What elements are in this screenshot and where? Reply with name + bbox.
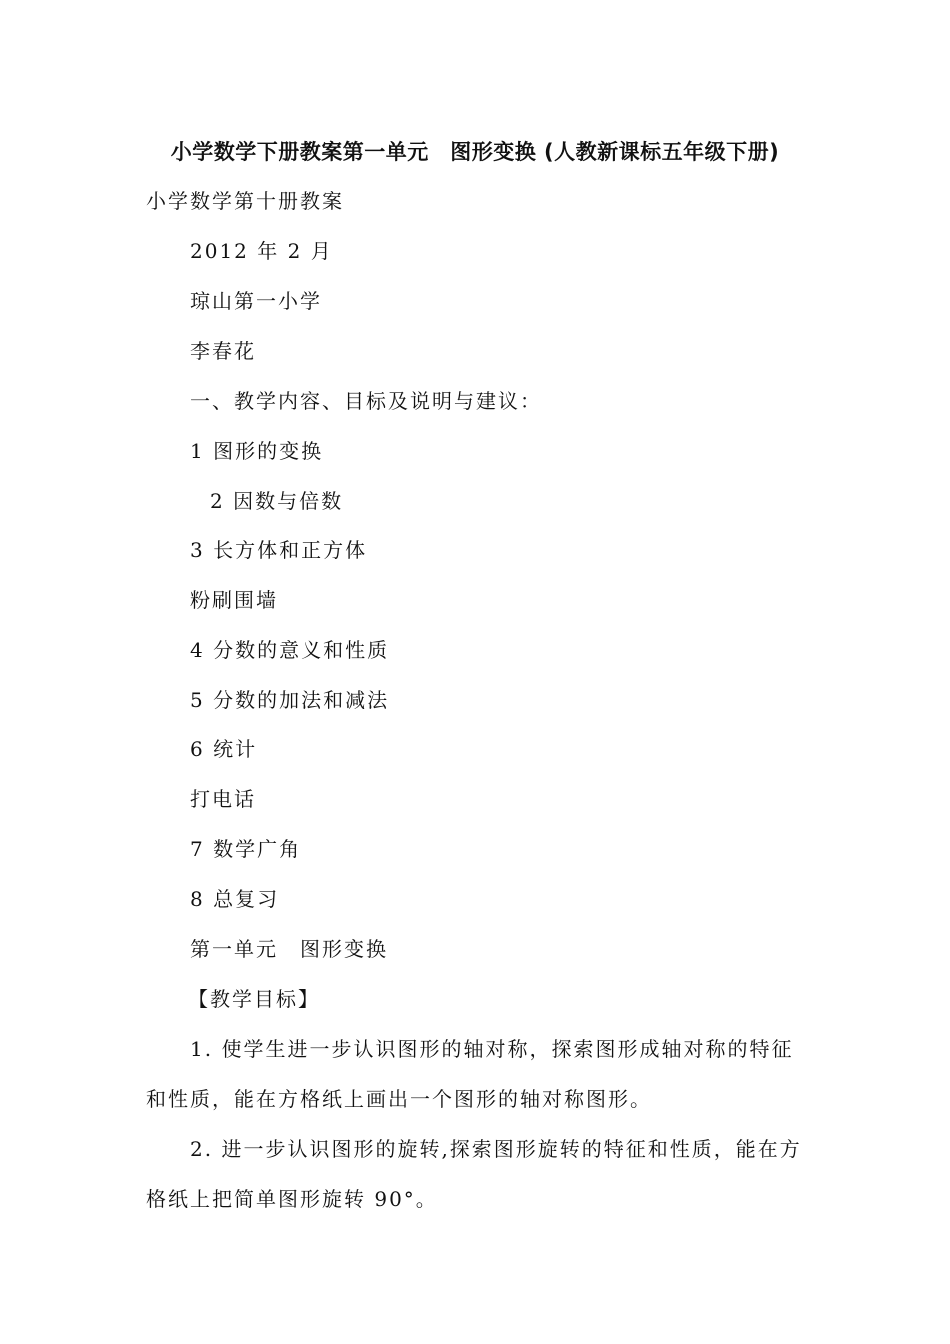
school-name: 琼山第一小学 (190, 289, 322, 313)
objective-line: 格纸上把简单图形旋转 90°。 (146, 1187, 438, 1211)
document-date: 2012 年 2 月 (190, 239, 333, 263)
contents-item: 8 总复习 (190, 887, 280, 911)
contents-item: 3 长方体和正方体 (190, 538, 368, 562)
unit-heading: 第一单元 图形变换 (190, 937, 388, 961)
contents-item: 1 图形的变换 (190, 439, 324, 463)
contents-item: 打电话 (190, 787, 256, 811)
contents-item: 6 统计 (190, 737, 258, 761)
author-name: 李春花 (190, 339, 256, 363)
contents-item: 4 分数的意义和性质 (190, 638, 390, 662)
objective-line: 和性质，能在方格纸上画出一个图形的轴对称图形。 (146, 1087, 652, 1111)
section-heading: 一、教学内容、目标及说明与建议： (190, 389, 542, 413)
contents-item: 粉刷围墙 (190, 588, 278, 612)
objective-line: 1. 使学生进一步认识图形的轴对称，探索图形成轴对称的特征 (190, 1037, 794, 1061)
contents-item: 2 因数与倍数 (210, 489, 344, 513)
document-subtitle: 小学数学第十册教案 (146, 189, 344, 213)
document-title: 小学数学下册教案第一单元 图形变换 (人教新课标五年级下册) (170, 140, 780, 164)
contents-item: 5 分数的加法和减法 (190, 688, 390, 712)
objective-line: 2. 进一步认识图形的旋转,探索图形旋转的特征和性质，能在方 (190, 1137, 802, 1161)
contents-item: 7 数学广角 (190, 837, 302, 861)
objectives-heading: 【教学目标】 (188, 987, 320, 1011)
